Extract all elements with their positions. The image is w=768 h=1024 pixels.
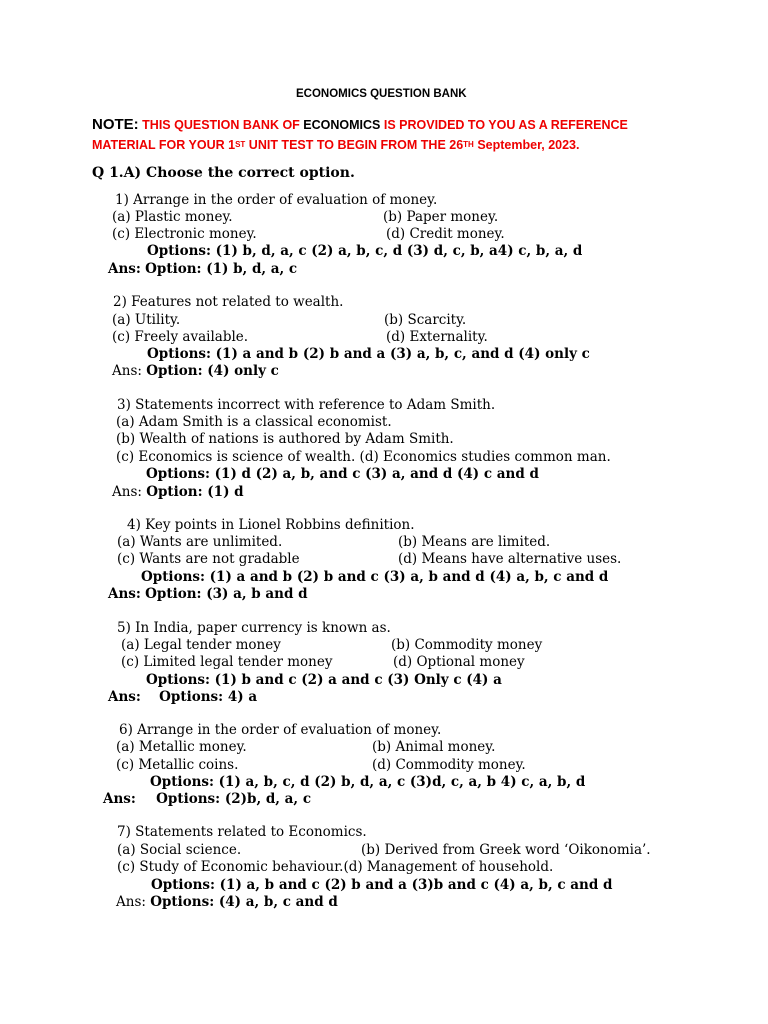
note-subject: ECONOMICS: [303, 118, 381, 132]
answer-line: [108, 586, 308, 603]
answer-line: [108, 689, 257, 706]
answer-value: Options: (2)b, d, a, c: [156, 791, 312, 807]
option-b: (b) Means are limited.: [398, 534, 551, 550]
answer-value: Option: (3) a, b and d: [145, 586, 308, 602]
note-text: THIS QUESTION BANK OF: [142, 118, 300, 132]
option-b: (b) Animal money.: [372, 739, 496, 755]
note-line-2: [92, 137, 579, 154]
answer-label: Ans:: [112, 484, 142, 500]
option-c: (c) Economics is science of wealth. (d) Economics studies common man.: [116, 449, 611, 465]
option-a: (a) Wants are unlimited.: [117, 534, 283, 550]
question-text: 1) Arrange in the order of evaluation of money.: [115, 192, 438, 208]
options-line: Options: (1) d (2) a, b, and c (3) a, and d (4) c and d: [146, 466, 539, 482]
question-text: 6) Arrange in the order of evaluation of money.: [119, 722, 442, 738]
answer-label: Ans:: [108, 586, 141, 602]
section-heading: Q 1.A) Choose the correct option.: [92, 165, 355, 181]
option-c: (c) Metallic coins.: [116, 757, 239, 773]
note-line-1: [92, 116, 628, 134]
answer-label: Ans:: [108, 261, 141, 277]
note-text: September, 2023.: [477, 138, 580, 152]
note-text: IS PROVIDED TO YOU AS A REFERENCE: [383, 118, 628, 132]
answer-label: Ans:: [116, 894, 146, 910]
option-c: (c) Freely available.: [112, 329, 249, 345]
option-a: (a) Utility.: [112, 312, 181, 328]
answer-label: Ans:: [108, 689, 141, 705]
option-d: (d) Commodity money.: [372, 757, 526, 773]
options-line: Options: (1) b, d, a, c (2) a, b, c, d (3) d, c, b, a4) c, b, a, d: [147, 243, 583, 259]
options-line: Options: (1) a and b (2) b and a (3) a, b, c, and d (4) only c: [147, 346, 590, 362]
question-text: 2) Features not related to wealth.: [113, 294, 344, 310]
option-a: (a) Social science.: [117, 842, 242, 858]
answer-line: [112, 363, 279, 380]
note-label: NOTE:: [92, 116, 139, 133]
answer-line: [116, 894, 338, 911]
option-a: (a) Metallic money.: [116, 739, 247, 755]
question-text: 5) In India, paper currency is known as.: [117, 620, 391, 636]
option-a: (a) Legal tender money: [121, 637, 281, 653]
note-superscript: TH: [463, 140, 474, 149]
note-superscript: ST: [235, 140, 246, 149]
option-d: (d) Optional money: [393, 654, 525, 670]
answer-line: [108, 261, 297, 278]
options-line: Options: (1) a, b, c, d (2) b, d, a, c (3)d, c, a, b 4) c, a, b, d: [150, 774, 586, 790]
option-d: (d) Externality.: [386, 329, 488, 345]
option-c: (c) Limited legal tender money: [121, 654, 333, 670]
answer-value: Option: (1) d: [146, 484, 244, 500]
question-text: 7) Statements related to Economics.: [117, 824, 367, 840]
answer-value: Option: (4) only c: [146, 363, 279, 379]
option-c: (c) Electronic money.: [112, 226, 257, 242]
option-c: (c) Study of Economic behaviour.(d) Management of household.: [117, 859, 554, 875]
question-text: 4) Key points in Lionel Robbins definition.: [127, 517, 415, 533]
answer-value: Options: (4) a, b, c and d: [150, 894, 338, 910]
option-a: (a) Plastic money.: [112, 209, 233, 225]
answer-label: Ans:: [103, 791, 136, 807]
option-b: (b) Scarcity.: [384, 312, 467, 328]
options-line: Options: (1) a, b and c (2) b and a (3)b and c (4) a, b, c and d: [151, 877, 613, 893]
answer-line: [112, 484, 244, 501]
answer-line: [103, 791, 311, 808]
option-b: (b) Wealth of nations is authored by Adam Smith.: [116, 431, 454, 447]
option-a: (a) Adam Smith is a classical economist.: [116, 414, 392, 430]
options-line: Options: (1) a and b (2) b and c (3) a, b and d (4) a, b, c and d: [141, 569, 609, 585]
option-d: (d) Credit money.: [386, 226, 505, 242]
answer-value: Option: (1) b, d, a, c: [145, 261, 298, 277]
option-b: (b) Paper money.: [383, 209, 499, 225]
option-d: (d) Means have alternative uses.: [398, 551, 622, 567]
options-line: Options: (1) b and c (2) a and c (3) Only c (4) a: [146, 672, 502, 688]
answer-value: Options: 4) a: [159, 689, 258, 705]
option-b: (b) Derived from Greek word ‘Oikonomia’.: [361, 842, 651, 858]
note-text: MATERIAL FOR YOUR 1: [92, 138, 236, 152]
document-title: ECONOMICS QUESTION BANK: [296, 88, 467, 100]
note-text: UNIT TEST TO BEGIN FROM THE 26: [248, 138, 464, 152]
answer-label: Ans:: [112, 363, 142, 379]
option-c: (c) Wants are not gradable: [117, 551, 300, 567]
option-b: (b) Commodity money: [391, 637, 543, 653]
question-text: 3) Statements incorrect with reference to Adam Smith.: [117, 397, 496, 413]
